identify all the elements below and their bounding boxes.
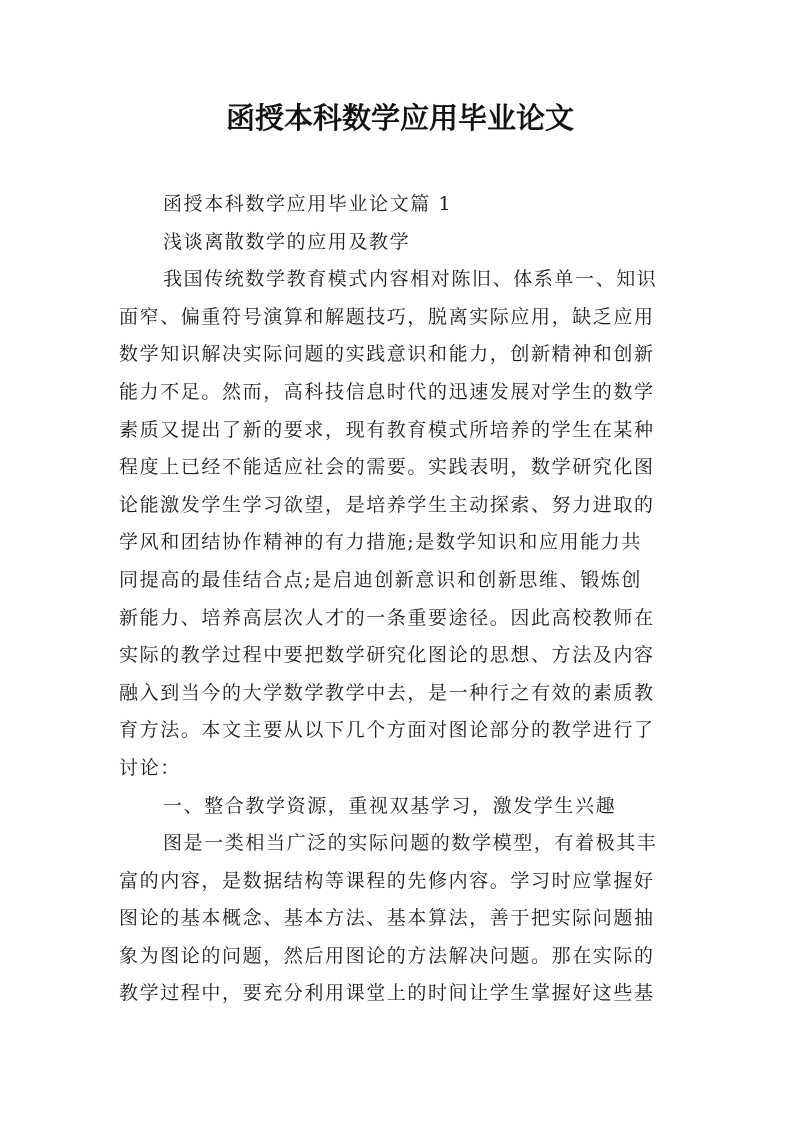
body-line: 程度上已经不能适应社会的需要。实践表明，数学研究化图	[119, 456, 655, 479]
body-line: 函授本科数学应用毕业论文篇 1	[163, 193, 453, 215]
document-body	[119, 186, 691, 1013]
body-line: 图论的基本概念、基本方法、基本算法，善于把实际问题抽	[119, 907, 655, 930]
body-line: 同提高的最佳结合点;是启迪创新意识和创新思维、锻炼创	[119, 568, 643, 591]
body-line: 论能激发学生学习欲望，是培养学生主动探索、努力进取的	[119, 493, 655, 516]
body-line: 象为图论的问题，然后用图论的方法解决问题。那在实际的	[119, 944, 655, 967]
document-title: 函授本科数学应用毕业论文	[225, 101, 574, 135]
body-line: 数学知识解决实际问题的实践意识和能力，创新精神和创新	[119, 343, 655, 366]
body-line: 育方法。本文主要从以下几个方面对图论部分的教学进行了	[119, 719, 655, 742]
body-line: 面窄、偏重符号演算和解题技巧，脱离实际应用，缺乏应用	[119, 305, 655, 328]
body-line: 实际的教学过程中要把数学研究化图论的思想、方法及内容	[119, 644, 655, 667]
body-line: 素质又提出了新的要求，现有教育模式所培养的学生在某种	[119, 418, 655, 441]
body-line: 一、整合教学资源，重视双基学习，激发学生兴趣	[163, 794, 617, 817]
body-line: 图是一类相当广泛的实际问题的数学模型，有着极其丰	[163, 832, 658, 855]
body-line: 讨论：	[119, 756, 181, 779]
body-line: 能力不足。然而，高科技信息时代的迅速发展对学生的数学	[119, 380, 655, 403]
body-line: 学风和团结协作精神的有力措施;是数学知识和应用能力共	[119, 531, 643, 554]
body-line: 富的内容，是数据结构等课程的先修内容。学习时应掌握好	[119, 869, 655, 892]
body-line: 融入到当今的大学数学教学中去，是一种行之有效的素质教	[119, 681, 655, 704]
body-line: 我国传统数学教育模式内容相对陈旧、体系单一、知识	[163, 268, 658, 291]
body-line: 新能力、培养高层次人才的一条重要途径。因此高校教师在	[119, 606, 655, 629]
body-line: 教学过程中，要充分利用课堂上的时间让学生掌握好这些基	[119, 982, 655, 1005]
body-line: 浅谈离散数学的应用及教学	[163, 230, 411, 253]
